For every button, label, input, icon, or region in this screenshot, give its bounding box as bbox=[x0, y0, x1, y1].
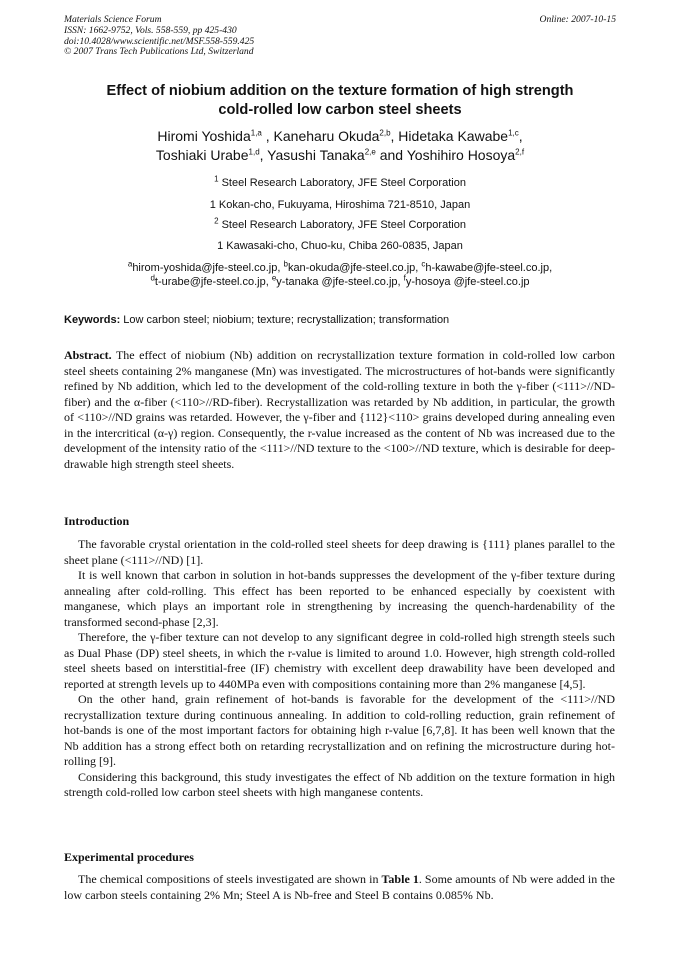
journal-header bbox=[64, 15, 616, 58]
affil-mark: 2 bbox=[214, 216, 219, 226]
affil-mark: 1 bbox=[214, 174, 219, 184]
title-line-1: Effect of niobium addition on the texture formation of high strength bbox=[106, 83, 574, 99]
doi-line: doi:10.4028/www.scientific.net/MSF.558-559.425 bbox=[64, 35, 255, 47]
author-affil-mark: 1,a bbox=[250, 128, 262, 138]
introduction-heading: Introduction bbox=[64, 514, 130, 528]
author-name: Toshiaki Urabe bbox=[155, 147, 249, 163]
paragraph: It is well known that carbon in solution in hot-bands suppresses the development of the γ-fiber texture during annealing after cold-rolling. This effect has been reported to be enhanced especially by coexistent with manganese, which plays an important role in strengthening by increasing the quench-hardenability of the transformed second-phase [2,3]. bbox=[64, 568, 615, 629]
affiliation-1-name: $^1$ Steel Research Laboratory, JFE Steel Corporation bbox=[214, 174, 466, 189]
author-name: , Yasushi Tanaka bbox=[259, 147, 365, 163]
email: h-kawabe@jfe-steel.co.jp, bbox=[425, 262, 553, 274]
author-emails bbox=[64, 259, 616, 289]
author-name: Hiromi Yoshida bbox=[157, 128, 251, 144]
affiliation-2-name: $^2$ Steel Research Laboratory, JFE Steel Corporation bbox=[214, 216, 466, 231]
paragraph: The chemical compositions of steels investigated are shown in Table 1. Some amounts of Nb were added in the low carbon steels containing 2% Mn; Steel A is Nb-free and Steel B contains 0.085% Nb. bbox=[64, 872, 615, 902]
author-affil-mark: 1,d bbox=[248, 147, 260, 157]
paragraph: Considering this background, this study investigates the effect of Nb addition on the texture formation in high strength cold-rolled low carbon steel sheets with high manganese contents. bbox=[64, 769, 615, 799]
author-separator: , bbox=[518, 128, 523, 144]
paragraph: The favorable crystal orientation in the cold-rolled steel sheets for deep drawing is {111} planes parallel to the sheet plane (<111>//ND) [1]. bbox=[64, 537, 615, 567]
email: hirom-yoshida@jfe-steel.co.jp, bbox=[132, 262, 284, 274]
title-line-2: cold-rolled low carbon steel sheets bbox=[218, 102, 462, 118]
keywords-text: Low carbon steel; niobium; texture; recrystallization; transformation bbox=[120, 314, 450, 326]
experimental-heading: Experimental procedures bbox=[64, 850, 194, 864]
author-name: , Kaneharu Okuda bbox=[261, 128, 380, 144]
abstract-label: Abstract. bbox=[64, 348, 112, 362]
abstract-text: The effect of niobium (Nb) addition on recrystallization texture formation in cold-rolled low carbon steel sheets containing 2% manganese (Mn) was investigated. The microstructures of hot-bands were significantly refined by Nb addition, which led to the development of the cold-rolling texture in both the γ-fiber (<111>//ND-fiber) and the α-fiber (<110>//RD-fiber). Recrystallization was retarded by Nb addition, in particular, the growth of <110>//ND grains was retarded. However, the γ-fiber and {112}<110> grains developed during annealing even in the intercritical (α-γ) region. Consequently, the r-value increased as the content of Nb was increased due to the development of the intensity ratio of the <111>//ND texture to the <100>//ND texture, which is desirable for deep-drawable high strength steel sheets. bbox=[64, 348, 615, 471]
author-affil-mark: 2,f bbox=[515, 147, 525, 157]
authors-line-2 bbox=[64, 146, 616, 165]
author-name: and Yoshihiro Hosoya bbox=[375, 147, 516, 163]
abstract bbox=[64, 348, 615, 472]
paragraph: On the other hand, grain refinement of hot-bands is favorable for the development of the <111>//ND recrystallization texture during continuous annealing. In addition to cold-rolling reduction, grain refinement of hot-bands is one of the most important factors for obtaining high r-value [6,7,8]. It has been well known that the Nb addition has a strong effect both on retarding recrystallization and on refining the microstructure during hot-rolling [9]. bbox=[64, 692, 615, 768]
author-list bbox=[64, 127, 616, 165]
introduction-body bbox=[64, 537, 615, 801]
author-name: , Hidetaka Kawabe bbox=[390, 128, 509, 144]
issn-line: ISSN: 1662-9752, Vols. 558-559, pp 425-430 bbox=[64, 24, 237, 36]
paragraph: Therefore, the γ-fiber texture can not develop to any significant degree in cold-rolled high strength steels such as Dual Phase (DP) steel sheets, in which the r-value is limited to around 1.0. However, high strength cold-rolled steel sheets based on interstitial-free (IF) chemistry with excellent deep drawability have been developed and reported at strength levels up to 440MPa even with compositions containing more than 2% manganese [4,5]. bbox=[64, 630, 615, 691]
journal-name: Materials Science Forum bbox=[64, 14, 162, 25]
table-reference: Table 1 bbox=[381, 872, 419, 886]
affiliation-1-address: 1 Kokan-cho, Fukuyama, Hiroshima 721-8510, Japan bbox=[209, 199, 471, 211]
emails-line-1: $^a$hirom-yoshida@jfe-steel.co.jp, $^b$kan-okuda@jfe-steel.co.jp, $^c$h-kawabe@jfe-steel.co.jp, bbox=[127, 259, 553, 274]
email: y-hosoya @jfe-steel.co.jp bbox=[405, 275, 530, 288]
email: t-urabe@jfe-steel.co.jp, bbox=[154, 275, 272, 288]
emails-line-2: $^d$t-urabe@jfe-steel.co.jp, $^e$y-tanaka @jfe-steel.co.jp, $^f$y-hosoya @jfe-steel.co.jp bbox=[150, 272, 530, 288]
email: y-tanaka @jfe-steel.co.jp, bbox=[276, 275, 404, 288]
paper-title bbox=[64, 82, 616, 120]
authors-line-1 bbox=[64, 127, 616, 146]
author-affil-mark: 1,c bbox=[508, 128, 519, 138]
keywords-label: Keywords: bbox=[64, 314, 121, 326]
keywords bbox=[64, 313, 616, 327]
online-date: Online: 2007-10-15 bbox=[539, 14, 616, 25]
affiliation-2-address: 1 Kawasaki-cho, Chuo-ku, Chiba 260-0835, Japan bbox=[217, 240, 463, 252]
email: kan-okuda@jfe-steel.co.jp, bbox=[287, 262, 422, 274]
author-affil-mark: 2,e bbox=[364, 147, 376, 157]
copyright-line: © 2007 Trans Tech Publications Ltd, Switzerland bbox=[64, 46, 254, 58]
author-affil-mark: 2,b bbox=[379, 128, 391, 138]
experimental-body bbox=[64, 872, 615, 903]
